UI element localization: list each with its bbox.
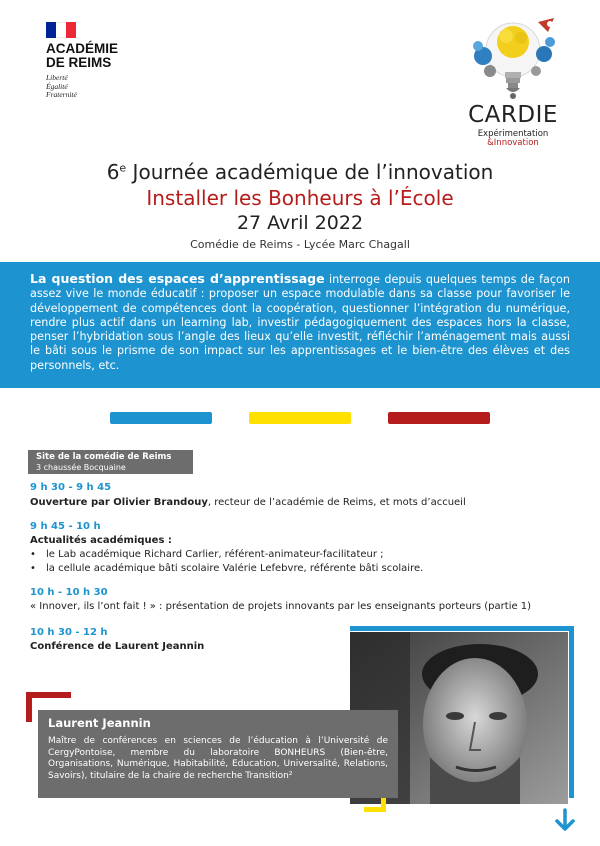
session-2-heading: Actualités académiques :: [30, 535, 172, 546]
list-item-text: la cellule académique bâti scolaire Valérie Lefebvre, référente bâti scolaire.: [46, 563, 424, 574]
event-title-text: Journée académique de l’innovation: [126, 160, 494, 184]
academy-name-line1: ACADÉMIE: [46, 41, 119, 56]
session-3-time: 10 h - 10 h 30: [30, 587, 108, 598]
site-address: 3 chaussée Bocquaine: [36, 463, 126, 472]
bullet-icon: •: [30, 563, 36, 574]
site-name: Site de la comédie de Reims: [36, 452, 172, 462]
event-theme: Installer les Bonheurs à l’École: [146, 186, 454, 210]
event-venue: Comédie de Reims - Lycée Marc Chagall: [190, 238, 410, 251]
lightbulb-icon: [466, 16, 560, 102]
speaker-bio-box: [38, 710, 398, 798]
session-1-bold: Ouverture par Olivier Brandouy: [30, 497, 208, 508]
academy-name-line2: DE REIMS: [46, 55, 112, 70]
list-item: [30, 563, 423, 574]
intro-body: interroge depuis quelques temps de façon assez vive le monde éducatif : proposer un espace modulable dans sa classe pour favoriser le développement de compétences dont la coopération, questionner l’intégration du numérique, rendre plus actif dans un learning lab, investir pédagogiquement des espaces hors la classe, penser l’hybridation sous l’angle des lieux qu’elle investit, réfléchir l’aménagement mais aussi le bâti sous le prisme de son impact sur les apprentissages et le bien-être des élèves et des personnels, etc.: [30, 273, 570, 372]
intro-lead: La question des espaces d’apprentissage: [30, 271, 325, 286]
speaker-bio: Maître de conférences en sciences de l’éducation à l’Université de CergyPontoise, membre du laboratoire BONHEURS (Bien-être, Organisations, Numérique, Habitabilité, Education, Universalité, Relations, Savoirs), titulaire de la chaire de recherche Transition²: [48, 736, 388, 781]
site-label-box: [28, 450, 193, 474]
red-divider-bar: [388, 412, 490, 424]
event-title: [0, 160, 600, 184]
event-date: 27 Avril 2022: [236, 212, 364, 234]
cardie-subtitle: [458, 130, 568, 148]
intro-text: [30, 272, 570, 373]
session-1-text: [30, 497, 466, 508]
cardie-subtitle-line1: Expérimentation: [477, 129, 549, 139]
academie-logo: [46, 22, 166, 100]
bullet-icon: •: [30, 549, 36, 560]
session-1-time: 9 h 30 - 9 h 45: [30, 482, 112, 493]
motto-fraternite: Fraternité: [46, 90, 77, 99]
session-2-time: 9 h 45 - 10 h: [30, 521, 101, 532]
session-3-bold: « Innover, ils l’ont fait ! »: [30, 601, 156, 612]
list-item: [30, 549, 384, 560]
session-3-rest: : présentation de projets innovants par les enseignants porteurs (partie 1): [155, 601, 532, 612]
blue-divider-bar: [110, 412, 212, 424]
list-item-text: le Lab académique Richard Carlier, référent-animateur-facilitateur ;: [46, 549, 384, 560]
edition-number: 6: [106, 160, 120, 184]
academy-motto: [46, 74, 166, 100]
intro-band: [0, 262, 600, 388]
edition-suffix: e: [119, 161, 127, 175]
speaker-name: Laurent Jeannin: [48, 716, 151, 730]
session-1-rest: , recteur de l’académie de Reims, et mots d’accueil: [207, 497, 466, 508]
session-3-text: [30, 601, 531, 612]
session-4-time: 10 h 30 - 12 h: [30, 627, 108, 638]
marianne-flag-icon: [46, 22, 76, 38]
motto-egalite: Égalité: [46, 81, 68, 91]
yellow-divider-bar: [249, 412, 351, 424]
arrow-down-icon[interactable]: [554, 808, 576, 834]
session-4-title: Conférence de Laurent Jeannin: [30, 641, 205, 652]
cardie-subtitle-line2: &Innovation: [487, 138, 539, 148]
cardie-logo: [458, 16, 568, 146]
motto-liberte: Liberté: [46, 73, 68, 82]
cardie-title: CARDIE: [468, 102, 558, 128]
